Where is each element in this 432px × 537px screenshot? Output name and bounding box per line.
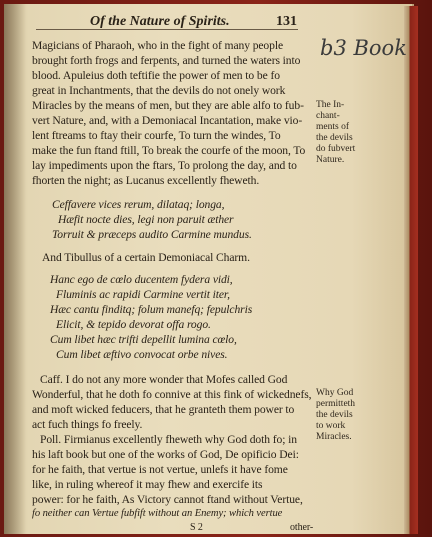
- gutter-shadow: [4, 4, 26, 534]
- text-line: like, in ruling whereof it may fhew and exercife its: [32, 478, 263, 491]
- margin-note-line: the devils: [316, 133, 353, 143]
- text-line: power: for he faith, As Victory cannot ftand without Vertue,: [32, 493, 303, 506]
- text-line: Magicians of Pharaoh, who in the fight of many people: [32, 39, 283, 52]
- verse-line: Cum libet æftivo convocat orbe nives.: [56, 348, 228, 361]
- text-line: blood. Apuleius doth teftifie the power of men to be fo: [32, 69, 280, 82]
- text-line: Caff. I do not any more wonder that Mofes called God: [40, 373, 288, 386]
- margin-note-line: chant-: [316, 111, 340, 121]
- text-line: vert Nature, and, with a Demoniacal Incantation, make vio-: [32, 114, 303, 127]
- margin-note-line: to work: [316, 421, 346, 431]
- page-number: 131: [276, 14, 297, 29]
- text-line: great in Inchantments, that the devils do not onely work: [32, 84, 286, 97]
- running-head: Of the Nature of Spirits.: [90, 14, 230, 29]
- text-line: Wonderful, that he doth fo connive at this fink of wickednefs,: [32, 388, 312, 401]
- margin-note-line: Why God: [316, 388, 354, 398]
- margin-note-line: ments of: [316, 122, 349, 132]
- margin-note-line: Nature.: [316, 155, 345, 165]
- text-line: his laft book but one of the works of God, De opificio Dei:: [32, 448, 299, 461]
- text-line: brought forth frogs and ferpents, and turned the waters into: [32, 54, 301, 67]
- text-line: Miracles by the means of men, but they are able alfo to fub-: [32, 99, 304, 112]
- text-line: fhorten the night; as Lucanus excellently fheweth.: [32, 174, 260, 187]
- margin-note-line: Miracles.: [316, 432, 352, 442]
- margin-note-line: the devils: [316, 410, 353, 420]
- verse-line: Hæc cantu finditq; folum manefq; fepulchris: [50, 303, 253, 316]
- verse-line: Cum libet hæc trifti depellit lumina cœlo,: [50, 333, 237, 346]
- margin-note-line: The In-: [316, 100, 345, 110]
- handwritten-note: b3 Book: [320, 36, 407, 60]
- verse-line: Elicit, & tepido devorat offa rogo.: [56, 318, 211, 331]
- text-line: lay impediments upon the ftars, To prolong the day, and to: [32, 159, 297, 172]
- text-line: and moft wicked feducers, that he granteth them power to: [32, 403, 295, 416]
- text-line: make the fun ftand ftill, To break the courfe of the moon, To: [32, 144, 306, 157]
- text-line: for he faith, that vertue is not vertue, unlefs it have fome: [32, 463, 288, 476]
- verse-line: Torruit & præceps audito Carmine mundus.: [52, 228, 252, 241]
- margin-note-line: permitteth: [316, 399, 356, 409]
- text-line: fo neither can Vertue fubfift without an Enemy; which vertue: [32, 508, 283, 519]
- page-edge: [404, 6, 418, 534]
- text-line: Poll. Firmianus excellently fheweth why God doth fo; in: [40, 433, 297, 446]
- text-line: lent ftreams to ftay their courfe, To turn the windes, To: [32, 129, 281, 142]
- head-rule: [36, 29, 298, 30]
- signature-mark: S 2: [190, 522, 203, 533]
- catchword: other-: [290, 522, 314, 533]
- margin-note-line: do fubvert: [316, 144, 356, 154]
- verse-line: Hanc ego de cœlo ducentem fydera vidi,: [50, 273, 233, 286]
- text-line: act fuch things fo freely.: [32, 418, 143, 431]
- verse-line: Fluminis ac rapidi Carmine vertit iter,: [56, 288, 230, 301]
- verse-line: Hæfit nocte dies, legi non paruit æther: [58, 213, 234, 226]
- tibullus-line: And Tibullus of a certain Demoniacal Charm.: [42, 251, 250, 264]
- verse-line: Ceffavere vices rerum, dilataq; longa,: [52, 198, 225, 211]
